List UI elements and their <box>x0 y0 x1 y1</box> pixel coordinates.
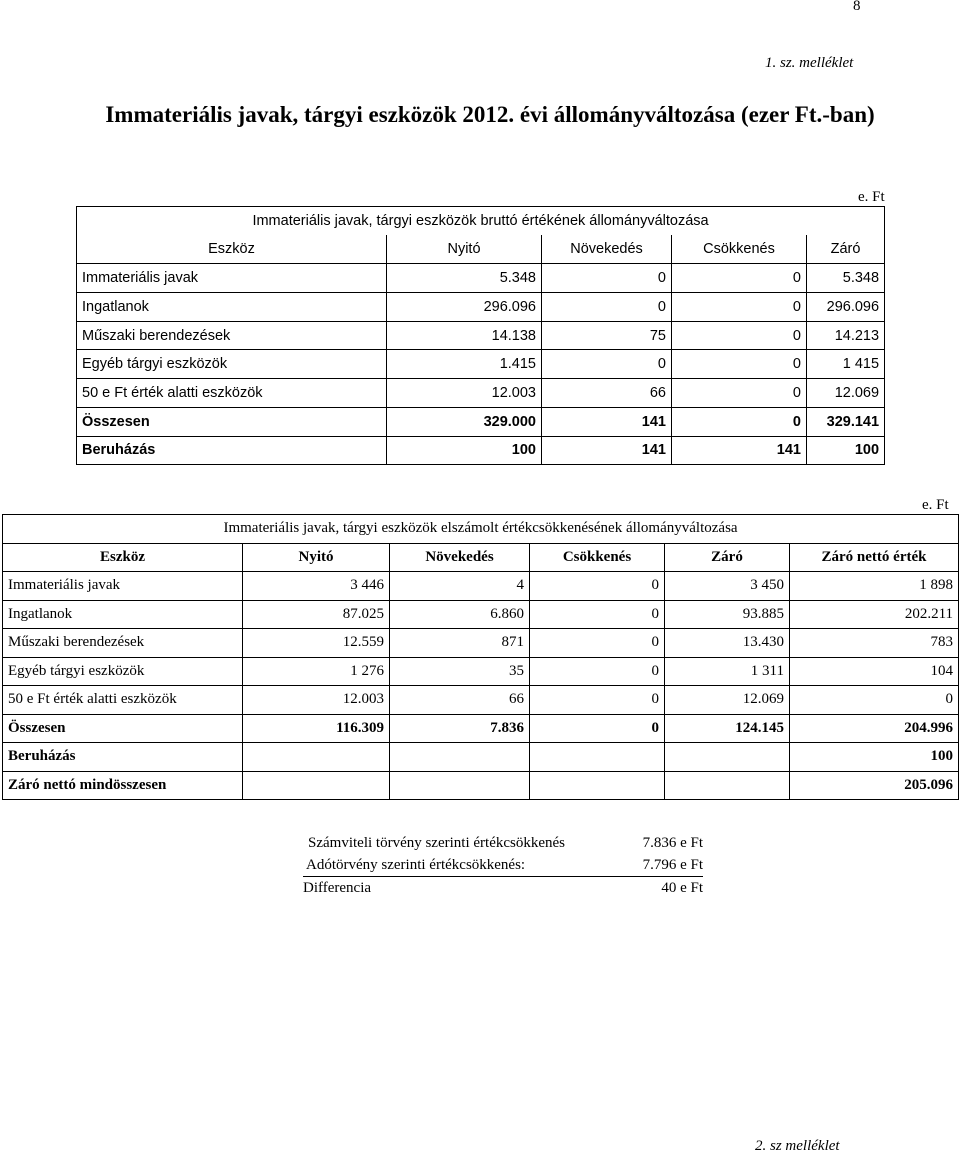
row-label: Egyéb tárgyi eszközök <box>77 350 387 379</box>
row-label: Immateriális javak <box>3 572 243 601</box>
table-header-row <box>77 235 885 264</box>
cell-novekedes: 871 <box>390 629 530 658</box>
table-header-row <box>3 543 959 572</box>
table2-caption: Immateriális javak, tárgyi eszközök elszámolt értékcsökkenésének állományváltozása <box>3 515 959 544</box>
page-number: 8 <box>853 0 861 14</box>
row-label: Összesen <box>3 714 243 743</box>
cell-netto: 204.996 <box>790 714 959 743</box>
summary-label: Adótörvény szerinti értékcsökkenés: <box>306 857 526 873</box>
cell-zaro: 5.348 <box>807 264 885 293</box>
empty-cell <box>390 743 530 772</box>
cell-novekedes: 141 <box>542 407 672 436</box>
cell-nyito: 12.559 <box>243 629 390 658</box>
cell-novekedes: 0 <box>542 264 672 293</box>
header-eszkoz: Eszköz <box>77 235 387 264</box>
cell-zaro: 12.069 <box>807 379 885 408</box>
cell-csokkenes: 141 <box>672 436 807 465</box>
cell-nyito: 12.003 <box>387 379 542 408</box>
row-label: Immateriális javak <box>77 264 387 293</box>
row-label: Beruházás <box>77 436 387 465</box>
row-label: Beruházás <box>3 743 243 772</box>
table-row <box>77 321 885 350</box>
row-label: Egyéb tárgyi eszközök <box>3 657 243 686</box>
cell-nyito: 3 446 <box>243 572 390 601</box>
header-zaro: Záró <box>807 235 885 264</box>
cell-csokkenes: 0 <box>530 714 665 743</box>
cell-netto: 1 898 <box>790 572 959 601</box>
cell-csokkenes: 0 <box>530 572 665 601</box>
cell-zaro: 329.141 <box>807 407 885 436</box>
table-caption-row <box>3 515 959 544</box>
summary-value: 40 e Ft <box>661 880 703 896</box>
cell-zaro: 13.430 <box>665 629 790 658</box>
cell-zaro: 3 450 <box>665 572 790 601</box>
table1-caption: Immateriális javak, tárgyi eszközök bruttó értékének állományváltozása <box>77 207 885 236</box>
summary-value: 7.796 e Ft <box>642 857 703 873</box>
row-label: Összesen <box>77 407 387 436</box>
row-label: Záró nettó mindösszesen <box>3 771 243 800</box>
row-label: Műszaki berendezések <box>3 629 243 658</box>
empty-cell <box>530 743 665 772</box>
cell-novekedes: 6.860 <box>390 600 530 629</box>
empty-cell <box>665 743 790 772</box>
cell-novekedes: 0 <box>542 293 672 322</box>
table2-unit: e. Ft <box>922 497 949 513</box>
investment-row <box>77 436 885 465</box>
cell-nyito: 1.415 <box>387 350 542 379</box>
summary-label: Differencia <box>303 880 372 896</box>
summary-label: Számviteli törvény szerinti értékcsökkenés <box>308 835 565 851</box>
summary-value: 7.836 e Ft <box>642 835 703 851</box>
empty-cell <box>243 743 390 772</box>
cell-nyito: 87.025 <box>243 600 390 629</box>
cell-novekedes: 35 <box>390 657 530 686</box>
empty-cell <box>665 771 790 800</box>
cell-nyito: 1 276 <box>243 657 390 686</box>
cell-csokkenes: 0 <box>672 407 807 436</box>
cell-nyito: 116.309 <box>243 714 390 743</box>
header-csokkenes: Csökkenés <box>530 543 665 572</box>
cell-zaro: 1 415 <box>807 350 885 379</box>
cell-csokkenes: 0 <box>672 264 807 293</box>
summary-row <box>303 832 703 854</box>
cell-novekedes: 66 <box>390 686 530 715</box>
header-csokkenes: Csökkenés <box>672 235 807 264</box>
header-nyito: Nyitó <box>387 235 542 264</box>
cell-csokkenes: 0 <box>672 350 807 379</box>
table-row <box>3 686 959 715</box>
empty-cell <box>390 771 530 800</box>
cell-netto: 202.211 <box>790 600 959 629</box>
header-novekedes: Növekedés <box>542 235 672 264</box>
table1-unit: e. Ft <box>858 189 885 205</box>
cell-csokkenes: 0 <box>530 600 665 629</box>
cell-zaro: 14.213 <box>807 321 885 350</box>
cell-zaro: 1 311 <box>665 657 790 686</box>
table-caption-row <box>77 207 885 236</box>
header-novekedes: Növekedés <box>390 543 530 572</box>
cell-netto: 783 <box>790 629 959 658</box>
table-row <box>3 657 959 686</box>
cell-csokkenes: 0 <box>530 686 665 715</box>
cell-nyito: 5.348 <box>387 264 542 293</box>
table-row <box>3 600 959 629</box>
cell-novekedes: 75 <box>542 321 672 350</box>
table-row <box>3 572 959 601</box>
cell-zaro: 12.069 <box>665 686 790 715</box>
cell-netto: 205.096 <box>790 771 959 800</box>
cell-csokkenes: 0 <box>672 293 807 322</box>
empty-cell <box>243 771 390 800</box>
cell-netto: 104 <box>790 657 959 686</box>
cell-csokkenes: 0 <box>672 321 807 350</box>
total-row <box>77 407 885 436</box>
header-zaro-netto: Záró nettó érték <box>790 543 959 572</box>
empty-cell <box>530 771 665 800</box>
grand-total-row <box>3 771 959 800</box>
cell-netto: 100 <box>790 743 959 772</box>
cell-zaro: 100 <box>807 436 885 465</box>
table-row <box>77 350 885 379</box>
cell-nyito: 296.096 <box>387 293 542 322</box>
depreciation-table <box>2 514 959 800</box>
total-row <box>3 714 959 743</box>
cell-zaro: 124.145 <box>665 714 790 743</box>
cell-nyito: 14.138 <box>387 321 542 350</box>
cell-nyito: 100 <box>387 436 542 465</box>
cell-netto: 0 <box>790 686 959 715</box>
summary-row <box>303 877 703 899</box>
table-row <box>77 293 885 322</box>
investment-row <box>3 743 959 772</box>
cell-csokkenes: 0 <box>530 657 665 686</box>
cell-csokkenes: 0 <box>672 379 807 408</box>
cell-nyito: 329.000 <box>387 407 542 436</box>
cell-novekedes: 66 <box>542 379 672 408</box>
summary-row <box>303 854 703 877</box>
header-nyito: Nyitó <box>243 543 390 572</box>
cell-zaro: 93.885 <box>665 600 790 629</box>
row-label: 50 e Ft érték alatti eszközök <box>3 686 243 715</box>
cell-nyito: 12.003 <box>243 686 390 715</box>
document-title: Immateriális javak, tárgyi eszközök 2012. évi állományváltozása (ezer Ft.-ban) <box>105 102 875 127</box>
table-row <box>77 264 885 293</box>
gross-value-table <box>76 206 885 465</box>
header-eszkoz: Eszköz <box>3 543 243 572</box>
row-label: Ingatlanok <box>77 293 387 322</box>
row-label: Ingatlanok <box>3 600 243 629</box>
header-zaro: Záró <box>665 543 790 572</box>
cell-novekedes: 4 <box>390 572 530 601</box>
depreciation-summary <box>303 832 703 899</box>
row-label: Műszaki berendezések <box>77 321 387 350</box>
cell-novekedes: 7.836 <box>390 714 530 743</box>
row-label: 50 e Ft érték alatti eszközök <box>77 379 387 408</box>
table-row <box>3 629 959 658</box>
cell-zaro: 296.096 <box>807 293 885 322</box>
cell-novekedes: 141 <box>542 436 672 465</box>
cell-novekedes: 0 <box>542 350 672 379</box>
annex-label-top: 1. sz. melléklet <box>765 55 854 71</box>
table-row <box>77 379 885 408</box>
cell-csokkenes: 0 <box>530 629 665 658</box>
annex-label-bottom: 2. sz melléklet <box>755 1138 840 1154</box>
